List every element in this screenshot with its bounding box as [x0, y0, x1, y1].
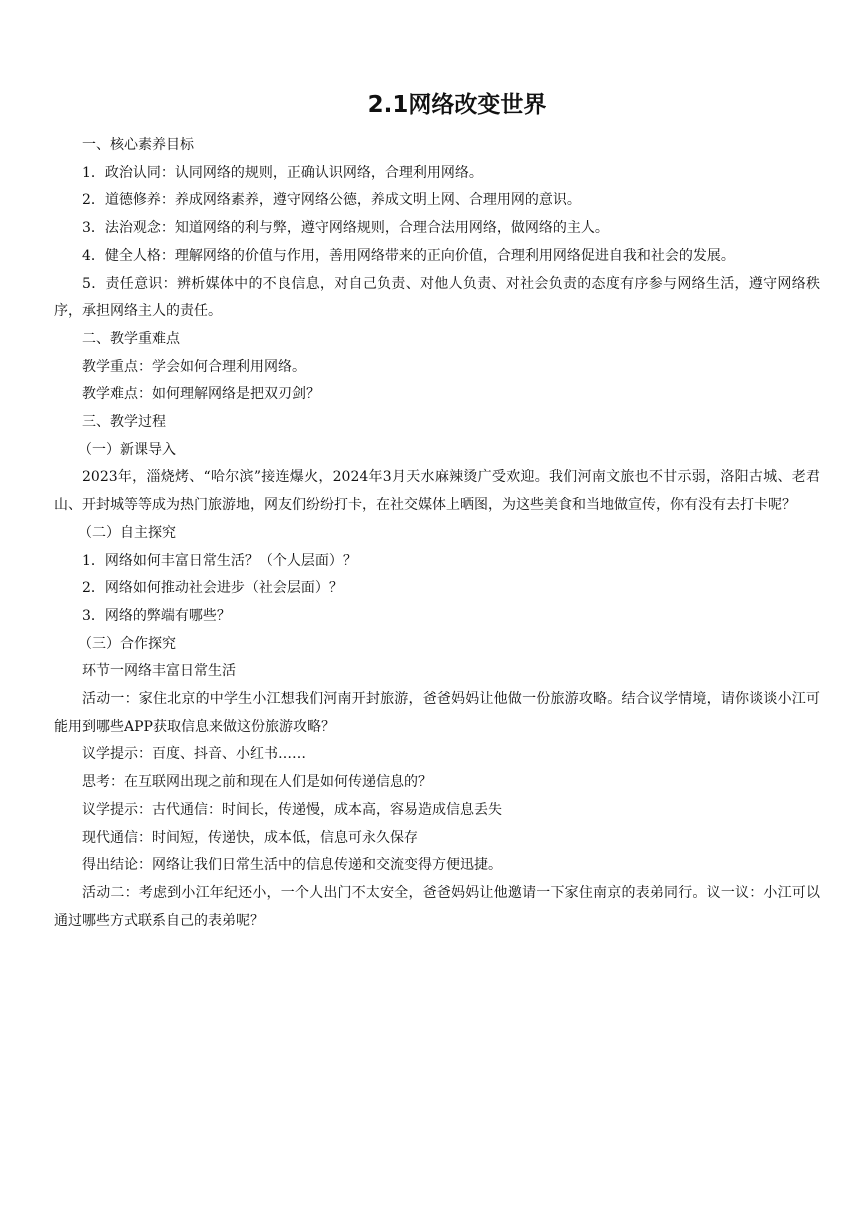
activity-one: 活动一：家住北京的中学生小江想我们河南开封旅游，爸爸妈妈让他做一份旅游攻略。结合议学情境，请你谈谈小江可能用到哪些APP获取信息来做这份旅游攻略？	[54, 691, 820, 735]
question-2: 2．网络如何推动社会进步（社会层面）？	[82, 580, 343, 597]
hint-2: 议学提示：古代通信：时间长，传递慢，成本高，容易造成信息丢失	[82, 801, 502, 818]
intro-paragraph: 2023年，淄烧烤、“哈尔滨”接连爆火，2024年3月天水麻辣烫广受欢迎。我们河南文旅也不甘示弱，洛阳古城、老君山、开封城等等成为热门旅游地，网友们纷纷打卡，在社交媒体上晒图，为这些美食和当地做宣传，你有没有去打卡呢？	[54, 469, 820, 514]
activity-two: 活动二：考虑到小江年纪还小，一个人出门不太安全，爸爸妈妈让他邀请一下家住南京的表弟同行。议一议：小江可以通过哪些方式联系自己的表弟呢？	[54, 884, 820, 929]
section-one-title: 环节一网络丰富日常生活	[82, 663, 236, 680]
key-point: 教学重点：学会如何合理利用网络。	[82, 358, 306, 375]
heading-process: 三、教学过程	[82, 414, 166, 431]
heading-core-goals: 一、核心素养目标	[82, 137, 194, 153]
goal-item-3: 3．法治观念：知道网络的利与弊，遵守网络规则，合理合法用网络，做网络的主人。	[82, 220, 609, 237]
thinking-question: 思考：在互联网出现之前和现在人们是如何传递信息的？	[82, 774, 432, 791]
difficult-point: 教学难点：如何理解网络是把双刃剑？	[82, 386, 320, 403]
hint-1: 议学提示：百度、抖音、小红书……	[82, 746, 306, 763]
question-1: 1．网络如何丰富日常生活？（个人层面）？	[82, 552, 357, 569]
goal-item-1: 1．政治认同：认同网络的规则，正确认识网络，合理利用网络。	[82, 164, 483, 181]
subheading-intro: （一）新课导入	[78, 441, 176, 458]
modern-communication: 现代通信：时间短，传递快，成本低，信息可永久保存	[82, 829, 418, 846]
goal-item-5: 5．责任意识：辨析媒体中的不良信息，对自己负责、对他人负责、对社会负责的态度有序参与网络生活，遵守网络秩序，承担网络主人的责任。	[54, 275, 820, 320]
subheading-cooperation: （三）合作探究	[78, 635, 176, 652]
question-3: 3．网络的弊端有哪些？	[82, 607, 231, 624]
document-title: 2.1网络改变世界	[367, 92, 547, 118]
conclusion: 得出结论：网络让我们日常生活中的信息传递和交流变得方便迅捷。	[82, 857, 502, 874]
goal-item-4: 4．健全人格：理解网络的价值与作用，善用网络带来的正向价值，合理利用网络促进自我和社会的发展。	[82, 247, 735, 264]
heading-key-points: 二、教学重难点	[82, 330, 180, 347]
goal-item-2: 2．道德修养：养成网络素养，遵守网络公德，养成文明上网、合理用网的意识。	[82, 192, 581, 209]
subheading-self-study: （二）自主探究	[78, 524, 176, 541]
